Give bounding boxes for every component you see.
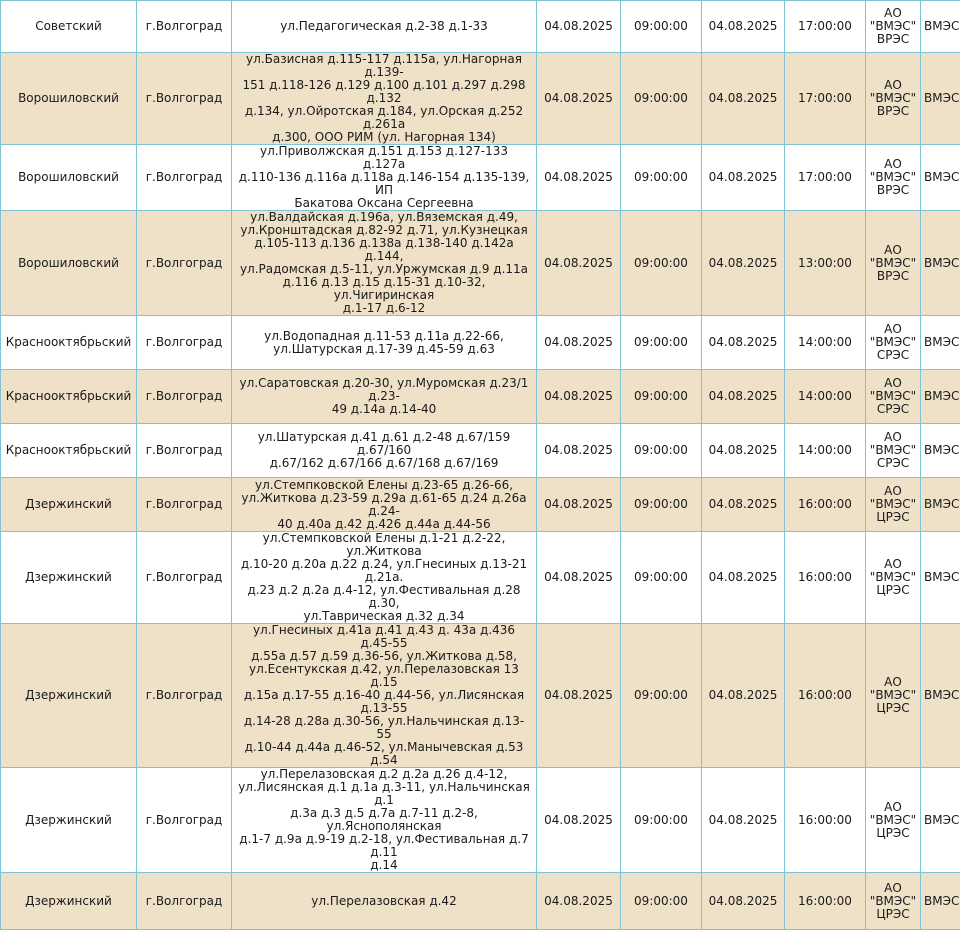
organization-line: АО [884,6,902,20]
table-row [1,768,960,873]
address-line: ул.Лисянская д.1 д.1а д.3-11, ул.Нальчинская д.1 [238,780,530,807]
organization-cell [866,478,921,532]
start-date-cell: 04.08.2025 [537,53,621,145]
table-row [1,316,960,370]
address-line: ул.Есентукская д.42, ул.Перелазовская 13 д.15 [249,662,519,689]
end-time-cell: 14:00:00 [785,424,866,478]
end-time-cell: 16:00:00 [785,478,866,532]
address-line: д.110-136 д.116а д.118а д.146-154 д.135-139, ИП [239,170,530,197]
company-cell: ВМЭС [921,768,960,873]
end-date-cell: 04.08.2025 [702,532,785,624]
organization-line: АО [884,430,902,444]
start-time-cell: 09:00:00 [621,424,702,478]
organization-line: "ВМЭС" [870,19,916,33]
organization-line: "ВМЭС" [870,443,916,457]
start-date-cell: 04.08.2025 [537,145,621,211]
organization-line: СРЭС [877,402,909,416]
start-date-cell: 04.08.2025 [537,532,621,624]
start-date-cell: 04.08.2025 [537,424,621,478]
organization-cell [866,370,921,424]
organization-line: АО [884,376,902,390]
end-time-cell: 17:00:00 [785,145,866,211]
address-line: д.14-28 д.28а д.30-56, ул.Нальчинская д.13-55 [244,714,524,741]
address-line: д.15а д.17-55 д.16-40 д.44-56, ул.Лисянская д.13-55 [244,688,524,715]
address-line: ул.Житкова д.23-59 д.29а д.61-65 д.24 д.26а д.24- [241,491,526,518]
organization-cell [866,145,921,211]
organization-cell [866,1,921,53]
organization-line: "ВМЭС" [870,91,916,105]
address-line: ул.Перелазовская д.42 [311,894,456,908]
district-cell: Дзержинский [1,624,137,768]
organization-line: АО [884,157,902,171]
address-line: д.67/162 д.67/166 д.67/168 д.67/169 [270,456,499,470]
table-row [1,145,960,211]
end-date-cell: 04.08.2025 [702,873,785,930]
district-cell: Дзержинский [1,478,137,532]
organization-line: "ВМЭС" [870,170,916,184]
organization-cell [866,53,921,145]
address-line: д.3а д.3 д.5 д.7а д.7-11 д.2-8, ул.Яснополянская [290,806,478,833]
address-line: ул.Приволжская д.151 д.153 д.127-133 д.127а [260,145,508,172]
organization-line: АО [884,243,902,257]
organization-line: "ВМЭС" [870,688,916,702]
city-cell: г.Волгоград [137,624,232,768]
company-cell: ВМЭС [921,532,960,624]
outage-table-body [1,1,960,930]
address-line: 151 д.118-126 д.129 д.100 д.101 д.297 д.298 д.132 [242,78,525,105]
start-date-cell: 04.08.2025 [537,1,621,53]
table-row [1,1,960,53]
address-line: ул.Педагогическая д.2-38 д.1-33 [280,19,488,33]
district-cell: Дзержинский [1,768,137,873]
organization-cell [866,532,921,624]
address-cell [232,424,537,478]
company-cell: ВМЭС [921,478,960,532]
table-row [1,624,960,768]
district-cell: Дзержинский [1,532,137,624]
organization-line: ВРЭС [877,269,909,283]
end-time-cell: 16:00:00 [785,624,866,768]
end-date-cell: 04.08.2025 [702,316,785,370]
company-cell: ВМЭС [921,424,960,478]
table-row [1,478,960,532]
organization-line: "ВМЭС" [870,894,916,908]
address-line: д.10-44 д.44а д.46-52, ул.Манычевская д.53 д.54 [245,740,524,767]
start-date-cell: 04.08.2025 [537,768,621,873]
address-line: ул.Стемпковской Елены д.23-65 д.26-66, [255,478,513,492]
start-time-cell: 09:00:00 [621,211,702,316]
organization-line: АО [884,557,902,571]
address-line: ул.Радомская д.5-11, ул.Уржумская д.9 д.11а [240,262,528,276]
start-date-cell: 04.08.2025 [537,370,621,424]
end-date-cell: 04.08.2025 [702,211,785,316]
city-cell: г.Волгоград [137,53,232,145]
address-line: ул.Саратовская д.20-30, ул.Муромская д.23/1 д.23- [240,376,529,403]
address-line: д.134, ул.Ойротская д.184, ул.Орская д.252 д.261а [245,104,523,131]
address-cell [232,873,537,930]
address-cell [232,1,537,53]
start-time-cell: 09:00:00 [621,873,702,930]
table-row [1,370,960,424]
address-line: Бакатова Оксана Сергеевна [294,196,473,210]
organization-cell [866,316,921,370]
organization-line: ЦРЭС [876,510,909,524]
district-cell: Ворошиловский [1,211,137,316]
end-time-cell: 14:00:00 [785,370,866,424]
end-time-cell: 13:00:00 [785,211,866,316]
end-time-cell: 16:00:00 [785,873,866,930]
end-date-cell: 04.08.2025 [702,424,785,478]
start-time-cell: 09:00:00 [621,53,702,145]
address-cell [232,211,537,316]
address-line: ул.Шатурская д.41 д.61 д.2-48 д.67/159 д.67/160 [258,430,511,457]
company-cell: ВМЭС [921,316,960,370]
start-time-cell: 09:00:00 [621,624,702,768]
company-cell: ВМЭС [921,624,960,768]
address-line: ул.Гнесиных д.41а д.41 д.43 д. 43а д.436 д.45-55 [253,624,515,651]
start-time-cell: 09:00:00 [621,370,702,424]
start-time-cell: 09:00:00 [621,316,702,370]
address-cell [232,624,537,768]
organization-cell [866,624,921,768]
organization-line: ЦРЭС [876,907,909,921]
organization-line: ЦРЭС [876,701,909,715]
city-cell: г.Волгоград [137,768,232,873]
organization-line: "ВМЭС" [870,389,916,403]
start-time-cell: 09:00:00 [621,1,702,53]
city-cell: г.Волгоград [137,211,232,316]
start-time-cell: 09:00:00 [621,478,702,532]
address-line: д.300, ООО РИМ (ул. Нагорная 134) [272,130,496,144]
organization-line: "ВМЭС" [870,813,916,827]
organization-line: ВРЭС [877,104,909,118]
end-time-cell: 17:00:00 [785,53,866,145]
table-row [1,424,960,478]
organization-cell [866,424,921,478]
start-time-cell: 09:00:00 [621,145,702,211]
city-cell: г.Волгоград [137,1,232,53]
address-line: 40 д.40а д.42 д.426 д.44а д.44-56 [277,517,490,531]
district-cell: Советский [1,1,137,53]
address-line: ул.Стемпковской Елены д.1-21 д.2-22, ул.Житкова [263,532,506,559]
end-time-cell: 14:00:00 [785,316,866,370]
organization-line: АО [884,322,902,336]
organization-line: "ВМЭС" [870,335,916,349]
district-cell: Краснооктябрьский [1,316,137,370]
address-line: д.1-17 д.6-12 [343,301,426,315]
organization-line: "ВМЭС" [870,497,916,511]
address-line: д.55а д.57 д.59 д.36-56, ул.Житкова д.58, [251,649,517,663]
address-cell [232,768,537,873]
city-cell: г.Волгоград [137,532,232,624]
address-line: д.14 [370,858,397,872]
address-line: 49 д.14а д.14-40 [332,402,437,416]
organization-line: АО [884,675,902,689]
address-line: ул.Базисная д.115-117 д.115а, ул.Нагорная д.139- [246,53,522,80]
city-cell: г.Волгоград [137,478,232,532]
address-line: ул.Кронштадская д.82-92 д.71, ул.Кузнецкая [240,223,527,237]
organization-line: АО [884,78,902,92]
company-cell: ВМЭС [921,1,960,53]
address-line: д.10-20 д.20а д.22 д.24, ул.Гнесиных д.13-21 д.21а. [241,557,527,584]
address-line: ул.Перелазовская д.2 д.2а д.26 д.4-12, [261,768,508,782]
organization-line: ВРЭС [877,183,909,197]
address-cell [232,370,537,424]
organization-cell [866,768,921,873]
company-cell: ВМЭС [921,145,960,211]
district-cell: Краснооктябрьский [1,424,137,478]
table-row [1,873,960,930]
district-cell: Краснооктябрьский [1,370,137,424]
district-cell: Ворошиловский [1,53,137,145]
start-time-cell: 09:00:00 [621,532,702,624]
table-row [1,53,960,145]
organization-line: АО [884,881,902,895]
start-date-cell: 04.08.2025 [537,624,621,768]
start-date-cell: 04.08.2025 [537,478,621,532]
start-date-cell: 04.08.2025 [537,211,621,316]
start-date-cell: 04.08.2025 [537,873,621,930]
organization-line: "ВМЭС" [870,256,916,270]
end-date-cell: 04.08.2025 [702,1,785,53]
city-cell: г.Волгоград [137,873,232,930]
city-cell: г.Волгоград [137,145,232,211]
end-date-cell: 04.08.2025 [702,370,785,424]
address-line: ул.Валдайская д.196а, ул.Вяземская д.49, [250,211,518,225]
start-date-cell: 04.08.2025 [537,316,621,370]
company-cell: ВМЭС [921,211,960,316]
address-line: ул.Таврическая д.32 д.34 [303,609,464,623]
address-cell [232,145,537,211]
address-cell [232,316,537,370]
organization-line: СРЭС [877,456,909,470]
end-date-cell: 04.08.2025 [702,53,785,145]
address-cell [232,532,537,624]
address-line: д.105-113 д.136 д.138а д.138-140 д.142а д.144, [254,236,514,263]
address-cell [232,478,537,532]
end-date-cell: 04.08.2025 [702,478,785,532]
organization-line: "ВМЭС" [870,570,916,584]
city-cell: г.Волгоград [137,316,232,370]
table-row [1,532,960,624]
end-date-cell: 04.08.2025 [702,145,785,211]
district-cell: Ворошиловский [1,145,137,211]
organization-line: СРЭС [877,348,909,362]
company-cell: ВМЭС [921,53,960,145]
address-line: д.1-7 д.9а д.9-19 д.2-18, ул.Фестивальная д.7 д.11 [239,832,528,859]
company-cell: ВМЭС [921,370,960,424]
end-date-cell: 04.08.2025 [702,768,785,873]
end-time-cell: 16:00:00 [785,532,866,624]
city-cell: г.Волгоград [137,370,232,424]
address-line: д.116 д.13 д.15 д.15-31 д.10-32, ул.Чигиринская [283,275,486,302]
end-time-cell: 17:00:00 [785,1,866,53]
organization-line: АО [884,484,902,498]
organization-line: ВРЭС [877,32,909,46]
organization-cell [866,873,921,930]
table-row [1,211,960,316]
organization-line: ЦРЭС [876,826,909,840]
address-line: д.23 д.2 д.2а д.4-12, ул.Фестивальная д.28 д.30, [247,583,520,610]
end-date-cell: 04.08.2025 [702,624,785,768]
organization-line: АО [884,800,902,814]
organization-cell [866,211,921,316]
district-cell: Дзержинский [1,873,137,930]
end-time-cell: 16:00:00 [785,768,866,873]
city-cell: г.Волгоград [137,424,232,478]
start-time-cell: 09:00:00 [621,768,702,873]
address-cell [232,53,537,145]
company-cell: ВМЭС [921,873,960,930]
organization-line: ЦРЭС [876,583,909,597]
address-line: ул.Шатурская д.17-39 д.45-59 д.63 [273,342,495,356]
address-line: ул.Водопадная д.11-53 д.11а д.22-66, [264,329,504,343]
